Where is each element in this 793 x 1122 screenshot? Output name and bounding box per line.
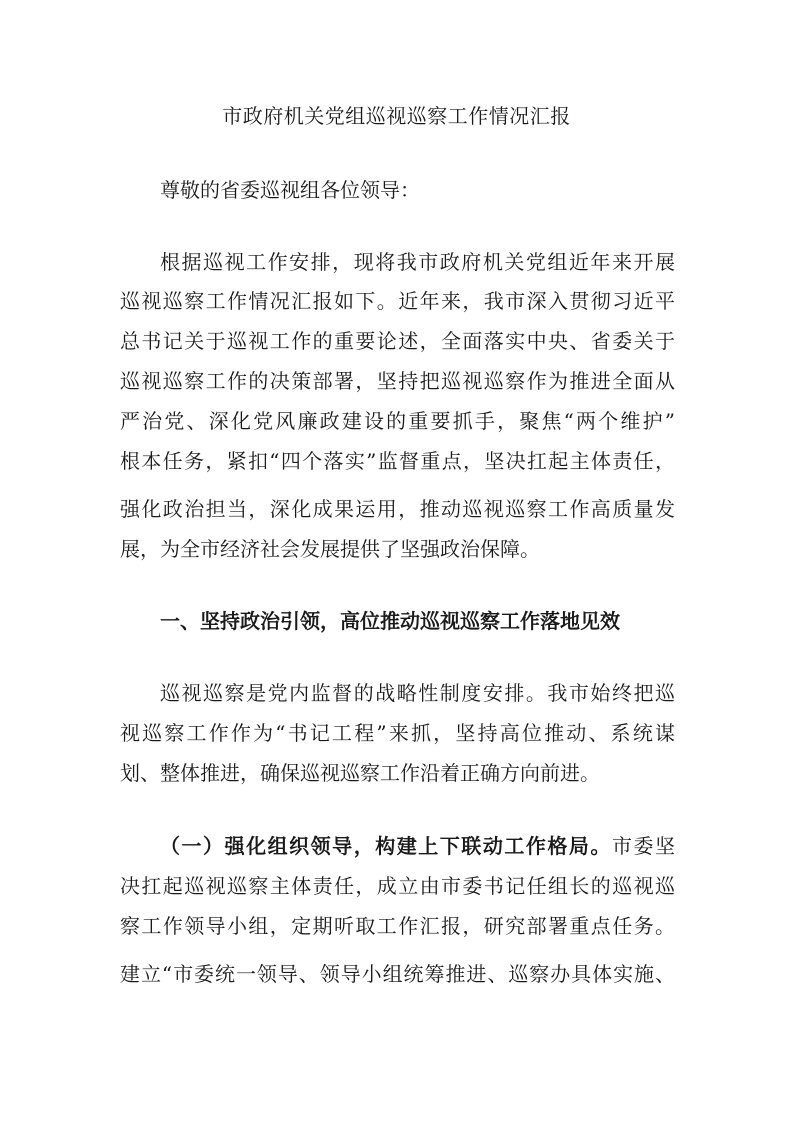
paragraph-line: 巡视巡察是党内监督的战略性制度安排。我市始终把巡 — [160, 681, 675, 705]
paragraph-line: 强化政治担当，深化成果运用，推动巡视巡察工作高质量发 — [120, 497, 675, 521]
paragraph-line: 根据巡视工作安排，现将我市政府机关党组近年来开展 — [160, 250, 675, 274]
section-heading: 一、坚持政治引领，高位推动巡视巡察工作落地见效 — [160, 609, 620, 633]
paragraph-line: 根本任务，紧扣“四个落实”监督重点，坚决扛起主体责任， — [120, 449, 675, 473]
paragraph-line: 决扛起巡视巡察主体责任，成立由市委书记任组长的巡视巡 — [120, 874, 675, 898]
paragraph-line: 展，为全市经济社会发展提供了坚强政治保障。 — [120, 537, 540, 561]
paragraph-line: 建立“市委统一领导、领导小组统筹推进、巡察办具体实施、 — [120, 962, 675, 986]
subsection-first-line — [120, 830, 675, 862]
salutation: 尊敬的省委巡视组各位领导： — [160, 178, 420, 202]
paragraph-line: 察工作领导小组，定期听取工作汇报，研究部署重点任务。 — [120, 914, 675, 938]
paragraph-line: 总书记关于巡视工作的重要论述，全面落实中央、省委关于 — [120, 329, 675, 353]
subsection-text-start: 市委坚 — [611, 834, 676, 858]
paragraph-line: 巡视巡察工作情况汇报如下。近年来，我市深入贯彻习近平 — [120, 289, 675, 313]
paragraph-line: 严治党、深化党风廉政建设的重要抓手，聚焦“两个维护” — [120, 409, 675, 433]
paragraph-line: 划、整体推进，确保巡视巡察工作沿着正确方向前进。 — [120, 761, 600, 785]
paragraph-line: 巡视巡察工作的决策部署，坚持把巡视巡察作为推进全面从 — [120, 369, 675, 393]
document-title: 市政府机关党组巡视巡察工作情况汇报 — [222, 104, 571, 128]
paragraph-line: 视巡察工作作为“书记工程”来抓，坚持高位推动、系统谋 — [120, 721, 675, 745]
subsection-heading: （一）强化组织领导，构建上下联动工作格局。 — [160, 834, 612, 858]
